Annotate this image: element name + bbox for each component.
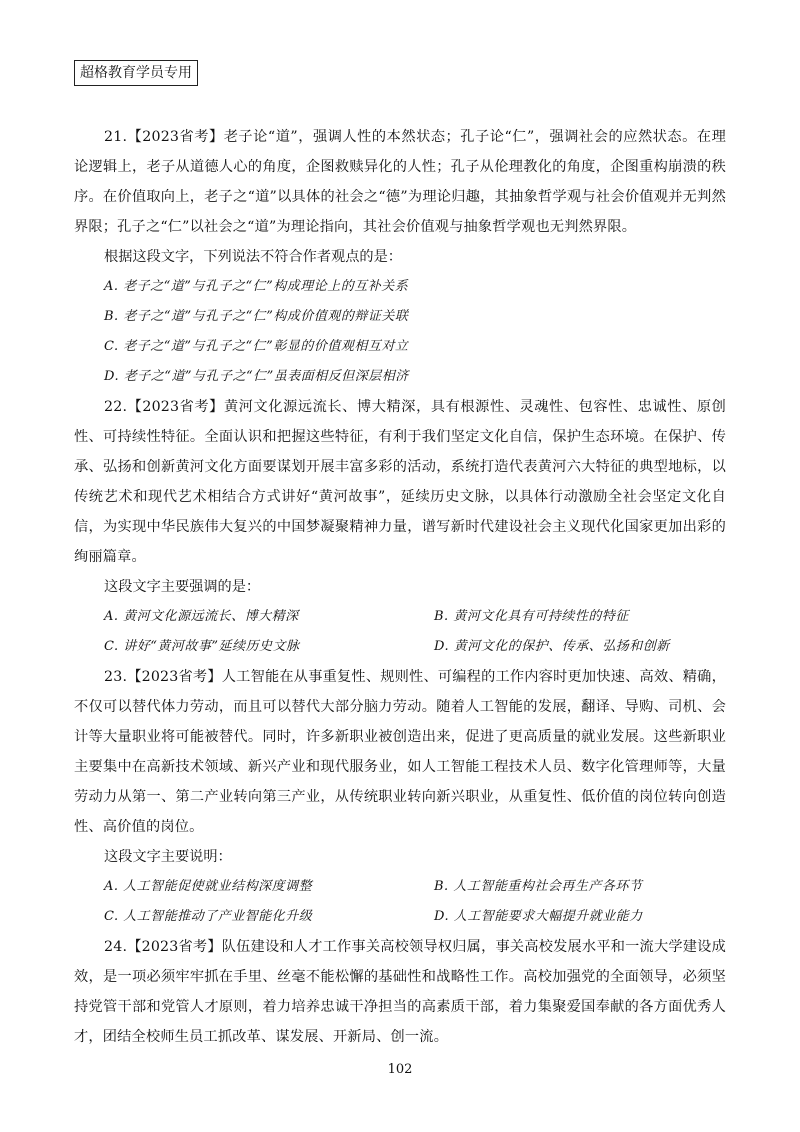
option-d[interactable]: D. 老子之“道”与孔子之“仁”虽表面相反但深层相济 <box>104 369 409 384</box>
option-a[interactable]: A. 老子之“道”与孔子之“仁”构成理论上的互补关系 <box>104 279 409 294</box>
passage-text: 黄河文化源远流长、博大精深，具有根源性、灵魂性、包容性、忠诚性、原创性、可持续性特征。全面认识和把握这些特征，有利于我们坚定文化自信，保护生态环境。在保护、传承、弘扬和创新黄河文化方面要谋划开展丰富多彩的活动，系统打造代表黄河六大特征的典型地标，以传统艺术和现代艺术相结合方式讲好“黄河故事”，延续历史文脉，以具体行动激励全社会坚定文化自信，为实现中华民族伟大复兴的中国梦凝聚精神力量，谱写新时代建设社会主义现代化国家更加出彩的绚丽篇章。 <box>74 399 726 565</box>
exam-tag: 【2023省考】 <box>127 399 224 415</box>
option-c[interactable]: C. 人工智能推动了产业智能化升级 <box>104 909 313 924</box>
exam-tag: 【2023省考】 <box>127 939 222 955</box>
question-23 <box>74 662 726 932</box>
member-only-badge: 超格教育学员专用 <box>74 60 198 86</box>
exam-tag: 【2023省考】 <box>127 129 224 145</box>
question-list <box>74 122 726 1052</box>
option-c[interactable]: C. 老子之“道”与孔子之“仁”彰显的价值观相互对立 <box>104 339 409 354</box>
question-22 <box>74 392 726 662</box>
question-passage <box>74 662 726 842</box>
question-passage <box>74 392 726 572</box>
question-stem: 根据这段文字，下列说法不符合作者观点的是： <box>104 249 402 265</box>
option-b[interactable]: B. 人工智能重构社会再生产各环节 <box>434 879 643 894</box>
option-d[interactable]: D. 黄河文化的保护、传承、弘扬和创新 <box>434 639 670 654</box>
question-stem: 这段文字主要说明： <box>104 849 232 865</box>
question-number: 23. <box>104 669 128 685</box>
exam-tag: 【2023省考】 <box>127 669 222 685</box>
question-passage <box>74 122 726 242</box>
question-number: 22. <box>104 399 128 415</box>
option-b[interactable]: B. 黄河文化具有可持续性的特征 <box>434 609 629 624</box>
question-stem: 这段文字主要强调的是： <box>104 579 261 595</box>
option-a[interactable]: A. 黄河文化源远流长、博大精深 <box>104 609 299 624</box>
passage-text: 老子论“道”，强调人性的本然状态；孔子论“仁”，强调社会的应然状态。在理论逻辑上，老子从道德人心的角度，企图救赎异化的人性；孔子从伦理教化的角度，企图重构崩溃的秩序。在价值取向上，老子之“道”以具体的社会之“德”为理论归趣，其抽象哲学观与社会价值观并无判然界限；孔子之“仁”以社会之“道”为理论指向，其社会价值观与抽象哲学观也无判然界限。 <box>74 129 726 235</box>
question-24 <box>74 932 726 1052</box>
option-c[interactable]: C. 讲好“黄河故事”延续历史文脉 <box>104 639 300 654</box>
question-passage <box>74 932 726 1052</box>
options-grid <box>74 602 726 662</box>
question-number: 21. <box>104 129 128 145</box>
question-number: 24. <box>104 939 128 955</box>
option-a[interactable]: A. 人工智能促使就业结构深度调整 <box>104 879 313 894</box>
option-b[interactable]: B. 老子之“道”与孔子之“仁”构成价值观的辩证关联 <box>104 309 409 324</box>
page-number: 102 <box>387 1062 413 1077</box>
option-d[interactable]: D. 人工智能要求大幅提升就业能力 <box>434 909 643 924</box>
passage-text: 人工智能在从事重复性、规则性、可编程的工作内容时更加快速、高效、精确，不仅可以替代体力劳动，而且可以替代大部分脑力劳动。随着人工智能的发展，翻译、导购、司机、会计等大量职业将可能被替代。同时，许多新职业被创造出来，促进了更高质量的就业发展。这些新职业主要集中在高新技术领域、新兴产业和现代服务业，如人工智能工程技术人员、数字化管理师等，大量劳动力从第一、第二产业转向第三产业，从传统职业转向新兴职业，从重复性、低价值的岗位转向创造性、高价值的岗位。 <box>74 669 726 835</box>
options-grid <box>74 872 726 932</box>
passage-text: 队伍建设和人才工作事关高校领导权归属，事关高校发展水平和一流大学建设成效，是一项必须牢牢抓在手里、丝毫不能松懈的基础性和战略性工作。高校加强党的全面领导，必须坚持党管干部和党管人才原则，着力培养忠诚干净担当的高素质干部，着力集聚爱国奉献的各方面优秀人才，团结全校师生员工抓改革、谋发展、开新局、创一流。 <box>74 939 726 1045</box>
question-21 <box>74 122 726 392</box>
